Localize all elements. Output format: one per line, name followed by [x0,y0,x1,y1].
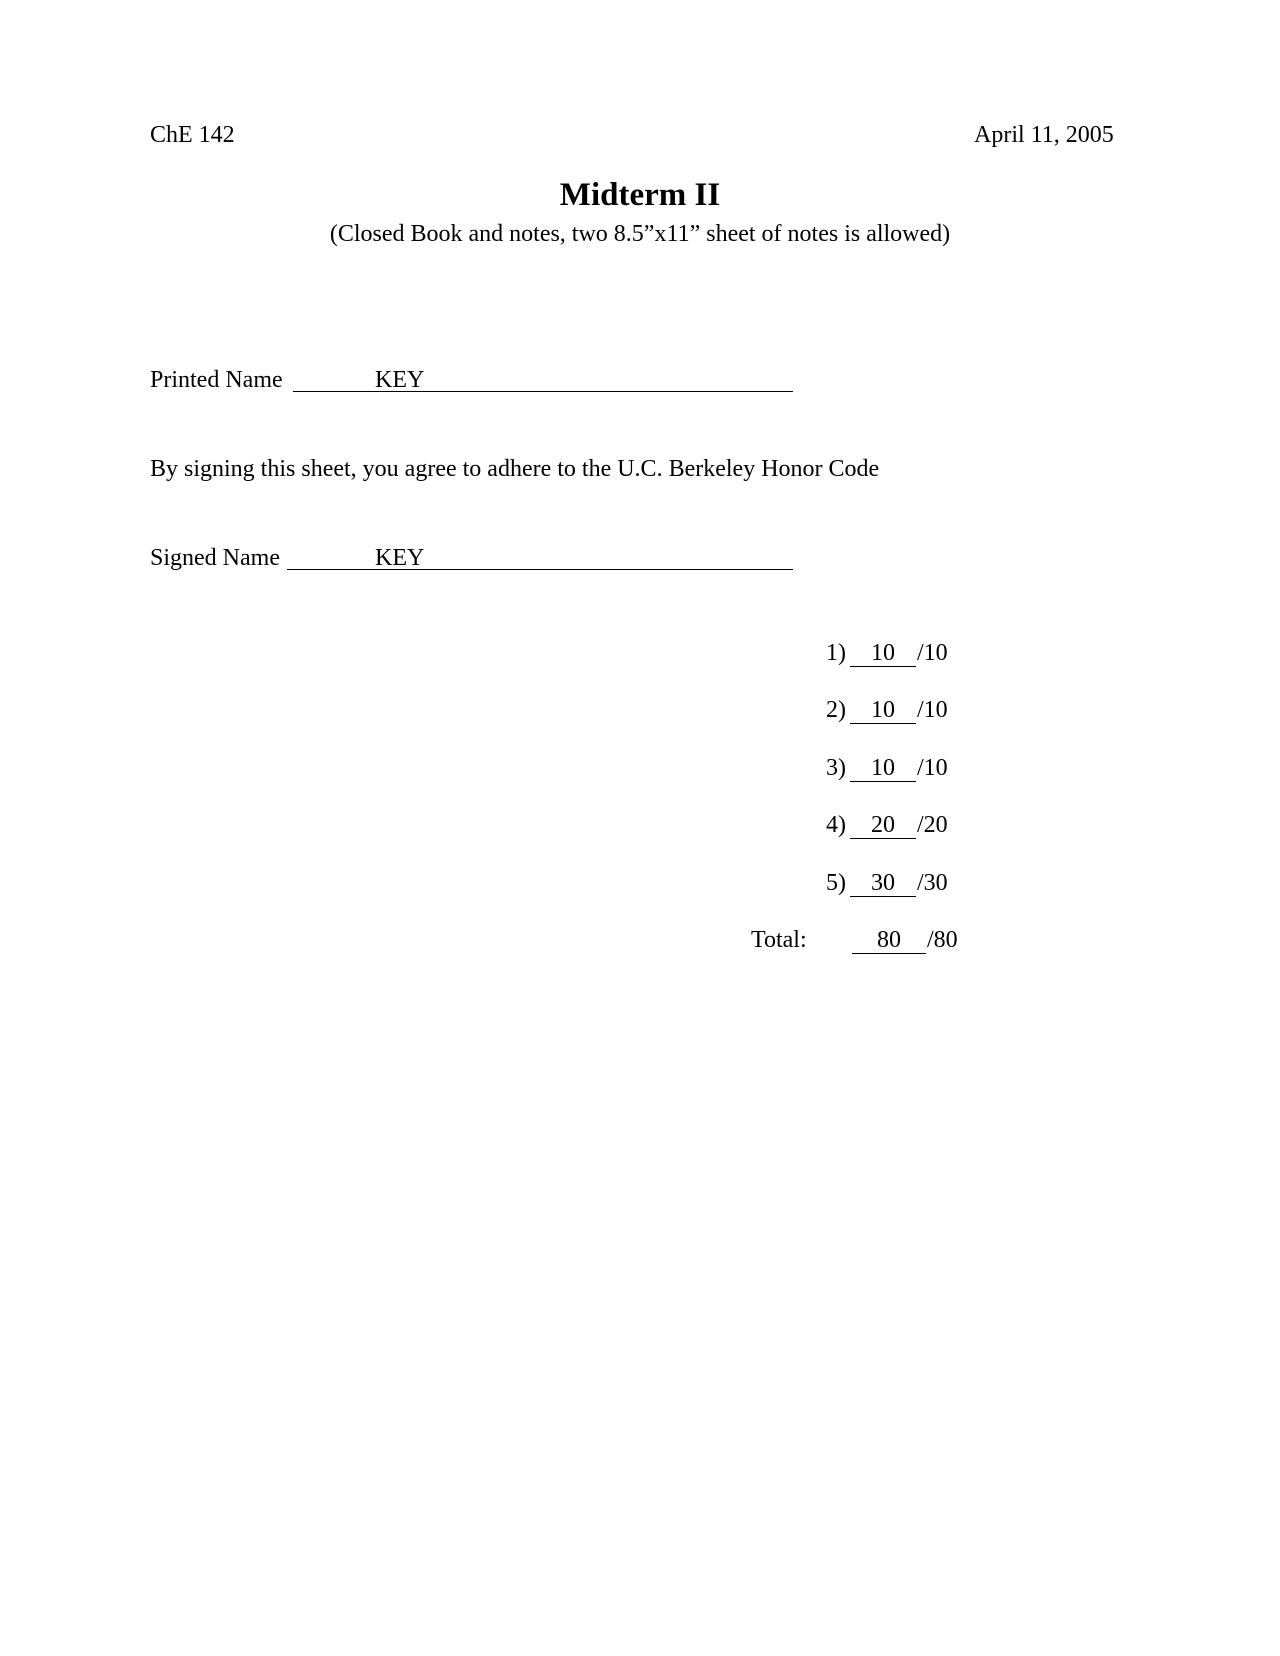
question-score: 10 [850,755,916,782]
total-row [751,927,981,955]
question-label: 4) [826,812,846,838]
total-label: Total: [751,927,807,953]
exam-instructions: (Closed Book and notes, two 8.5”x11” sheet of notes is allowed) [329,221,951,247]
question-max: /10 [917,640,948,666]
printed-name-label: Printed Name [150,367,283,393]
score-row-5 [826,870,966,898]
score-row-2 [826,697,966,725]
printed-name-field [150,367,425,393]
question-label: 3) [826,755,846,781]
question-label: 2) [826,697,846,723]
question-max: /20 [917,812,948,838]
score-row-4 [826,812,966,840]
question-max: /30 [917,870,948,896]
score-row-3 [826,755,966,783]
question-score: 10 [850,697,916,724]
exam-date: April 11, 2005 [974,122,1114,148]
question-label: 5) [826,870,846,896]
question-score: 10 [850,640,916,667]
total-max: /80 [927,927,958,953]
question-max: /10 [917,697,948,723]
printed-name-underline [293,391,793,392]
question-label: 1) [826,640,846,666]
score-row-1 [826,640,966,668]
signed-name-field [150,545,425,571]
course-number: ChE 142 [150,122,235,148]
question-max: /10 [917,755,948,781]
question-score: 20 [850,812,916,839]
printed-name-value: KEY [375,367,425,393]
question-score: 30 [850,870,916,897]
signed-name-underline [287,569,793,570]
honor-code-statement: By signing this sheet, you agree to adhere to the U.C. Berkeley Honor Code [150,456,880,482]
total-score: 80 [852,927,926,954]
signed-name-value: KEY [375,545,425,571]
page-title: Midterm II [559,177,721,213]
signed-name-label: Signed Name [150,545,280,571]
